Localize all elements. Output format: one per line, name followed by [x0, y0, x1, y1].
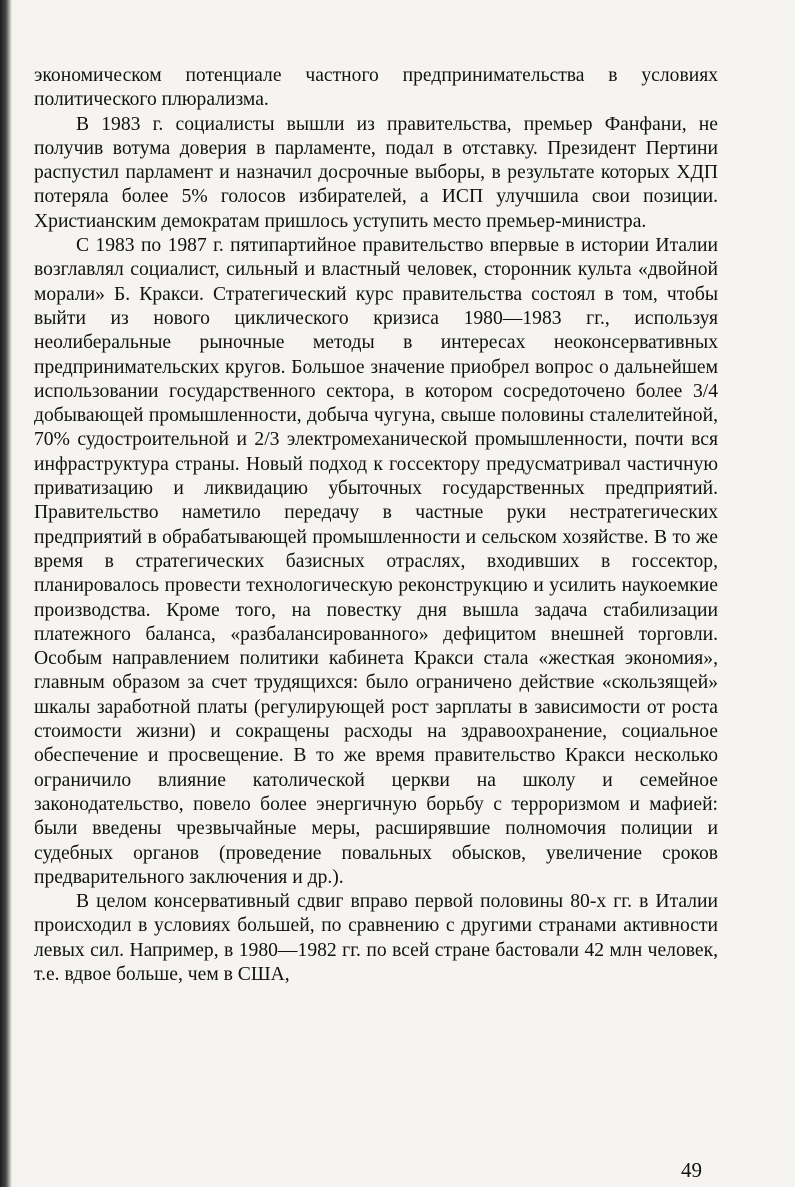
body-text [34, 64, 718, 987]
paragraph-1983-government: В 1983 г. социалисты вышли из правительства, премьер Фанфани, не получив вотума доверия в парламенте, подал в отставку. Президент Пертини распустил парламент и назначил досрочные выборы, в результате которых ХДП потеряла более 5% голосов избирателей, а ИСП улучшила свои позиции. Христианским демократам пришлось уступить место премьер-министра. [34, 113, 718, 232]
paragraph-continuation: экономическом потенциале частного предпринимательства в условиях политического плюрализма. [34, 65, 718, 111]
paragraph-craxi-government: С 1983 по 1987 г. пятипартийное правительство впервые в истории Италии возглавлял социалист, сильный и властный человек, сторонник культа «двойной морали» Б. Кракси. Стратегический курс правительства состоял в том, чтобы выйти из нового циклического кризиса 1980—1983 гг., используя неолиберальные рыночные методы в интересах неоконсервативных предпринимательских кругов. Большое значение приобрел вопрос о дальнейшем использовании государственного сектора, в котором сосредоточено более 3/4 добывающей промышленности, добыча чугуна, свыше половины сталелитейной, 70% судостроительной и 2/3 электромеханической промышленности, почти вся инфраструктура страны. Новый подход к госсектору предусматривал частичную приватизацию и ликвидацию убыточных государственных предприятий. Правительство наметило передачу в частные руки нестратегических предприятий в обрабатывающей промышленности и сельском хозяйстве. В то же время в стратегических базисных отраслях, входивших в госсектор, планировалось провести технологическую реконструкцию и усилить наукоемкие производства. Кроме того, на повестку дня вышла задача стабилизации платежного баланса, «разбалансированного» дефицитом внешней торговли. Особым направлением политики кабинета Кракси стала «жесткая экономия», главным образом за счет трудящихся: было ограничено действие «скользящей» шкалы заработной платы (регулирующей рост зарплаты в зависимости от роста стоимости жизни) и сокращены расходы на здравоохранение, социальное обеспечение и просвещение. В то же время правительство Кракси несколько ограничило влияние католической церкви на школу и семейное законодательство, повело более энергичную борьбу с терроризмом и мафией: были введены чрезвычайные меры, расширявшие полномочия полиции и судебных органов (проведение повальных обысков, увеличение сроков предварительного заключения и др.). [34, 235, 718, 888]
paragraph-conservative-shift: В целом консервативный сдвиг вправо первой половины 80-х гг. в Италии происходил в условиях большей, по сравнению с другими странами активности левых сил. Например, в 1980—1982 гг. по всей стране бастовали 42 млн человек, т.е. вдвое больше, чем в США, [34, 891, 718, 985]
page-binding-shadow [0, 0, 12, 1187]
page-number: 49 [681, 1158, 702, 1182]
